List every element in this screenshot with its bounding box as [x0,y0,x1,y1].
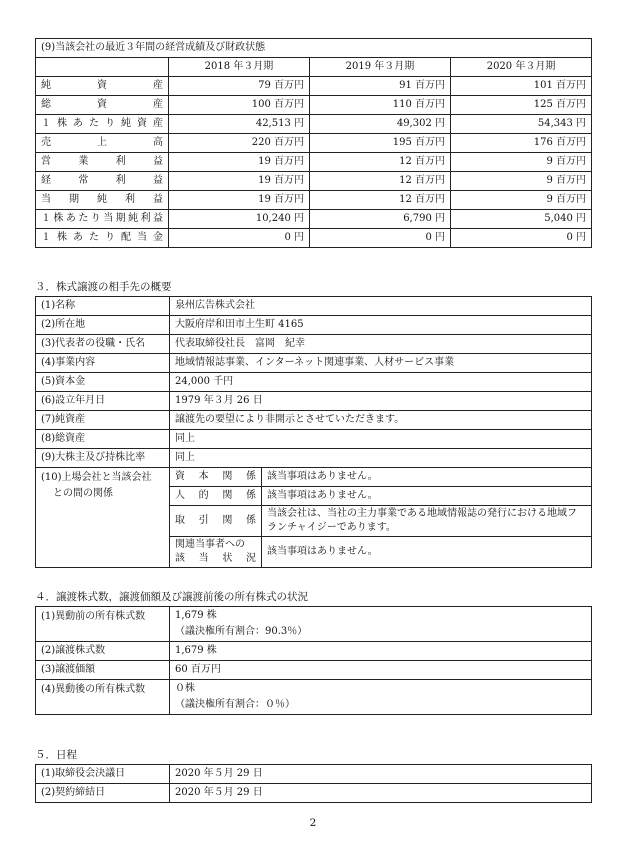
row-value: 195 百万円 [310,134,451,153]
financial-header-year: 2019 年３月期 [310,58,451,77]
row-value: 9 百万円 [451,172,592,191]
row-value: 42,513 円 [169,115,310,134]
row-label: 売上高 [36,134,169,153]
table-row [36,784,592,803]
row-label: (1)取締役会決議日 [36,765,170,784]
row-value: 101 百万円 [451,77,592,96]
row-value: 大阪府岸和田市土生町 4165 [170,316,592,335]
row-label: 経常利益 [36,172,169,191]
row-value: 同上 [170,430,592,449]
financial-table [35,38,592,248]
row-sub: （議決権所有割合：90.3％） [175,626,308,637]
section-4-heading: ４．譲渡株式数，譲渡価額及び譲渡前後の所有株式の状況 [35,591,308,603]
row-value: 24,000 千円 [170,373,592,392]
schedule-table [35,764,592,803]
row-sub: （議決権所有割合：０％） [175,699,295,710]
page-number: 2 [309,817,317,829]
row-label: １株あたり配当金 [36,229,169,248]
relation-label-line1: (10)上場会社と当該会社 [41,472,152,483]
row-value: 0 円 [451,229,592,248]
row-value: 49,302 円 [310,115,451,134]
row-value: 12 百万円 [310,153,451,172]
row-label: 当期純利益 [36,191,169,210]
row-label: 総資産 [36,96,169,115]
row-label: (7)純資産 [36,411,170,430]
financial-header-blank [36,58,169,77]
table-row [36,191,592,210]
table-row [36,210,592,229]
table-row [36,335,592,354]
row-value: 0 円 [310,229,451,248]
relation-value: 該当事項はありません。 [262,468,592,487]
row-label: (2)所在地 [36,316,170,335]
row-label: １株あたり当期純利益 [36,210,169,229]
row-value: 220 百万円 [169,134,310,153]
row-label: (6)設立年月日 [36,392,170,411]
table-row [36,172,592,191]
row-label: １株あたり純資産 [36,115,169,134]
financial-header-year: 2018 年３月期 [169,58,310,77]
table-row [36,134,592,153]
row-label: (4)事業内容 [36,354,170,373]
row-value: 1,679 株 [175,610,217,621]
row-label: (9)大株主及び持株比率 [36,449,170,468]
row-label: (8)総資産 [36,430,170,449]
row-value: 79 百万円 [169,77,310,96]
table-row [36,765,592,784]
relation-label-line2: との間の関係 [53,488,113,499]
table-row [36,297,592,316]
row-value: 地域情報誌事業、インターネット関連事業、人材サービス事業 [170,354,592,373]
table-row [36,411,592,430]
table-row [36,373,592,392]
table-row [36,96,592,115]
row-value: 1,679 株 [170,642,592,661]
row-label: (2)譲渡株式数 [36,642,170,661]
row-value: 2020 年５月 29 日 [170,784,592,803]
table-row [36,354,592,373]
row-label: (2)契約締結日 [36,784,170,803]
row-value: 12 百万円 [310,172,451,191]
row-value: 1979 年３月 26 日 [170,392,592,411]
row-value: 60 百万円 [170,661,592,680]
relation-key [170,537,262,568]
row-value: 泉州広告株式会社 [170,297,592,316]
row-value: 譲渡先の要望により非開示とさせていただきます。 [170,411,592,430]
row-value: 19 百万円 [169,153,310,172]
relation-value: 該当事項はありません。 [262,487,592,506]
row-value: 91 百万円 [310,77,451,96]
table-row [36,316,592,335]
table-row [36,642,592,661]
financial-header-row [36,58,592,77]
row-value: 5,040 円 [451,210,592,229]
row-value: 9 百万円 [451,191,592,210]
row-label: (3)代表者の役職・氏名 [36,335,170,354]
row-value-cell [170,607,592,642]
row-value: 6,790 円 [310,210,451,229]
table-row [36,229,592,248]
table-row [36,153,592,172]
row-value: 19 百万円 [169,172,310,191]
row-label: 営業利益 [36,153,169,172]
row-label: 純資産 [36,77,169,96]
row-value: 54,343 円 [451,115,592,134]
row-value: 125 百万円 [451,96,592,115]
financial-header-year: 2020 年３月期 [451,58,592,77]
row-value: 110 百万円 [310,96,451,115]
relation-key: 人的関係 [170,487,262,506]
row-label: (1)異動前の所有株式数 [36,607,170,642]
relation-value: 当該会社は、当社の主力事業である地域情報誌の発行における地域フランチャイジーであります。 [262,506,592,537]
relation-key-line2: 該当状況 [175,553,256,564]
row-value: 同上 [170,449,592,468]
row-label: (1)名称 [36,297,170,316]
relation-label [36,468,170,568]
counterparty-table [35,296,592,568]
section-3-heading: ３．株式譲渡の相手先の概要 [35,281,172,293]
row-value: 19 百万円 [169,191,310,210]
table-row [36,115,592,134]
table-row [36,661,592,680]
row-label: (4)異動後の所有株式数 [36,680,170,715]
table-row [36,607,592,642]
table-row [36,449,592,468]
relation-key: 取引関係 [170,506,262,537]
row-value: 12 百万円 [310,191,451,210]
row-value: 10,240 円 [169,210,310,229]
row-value: 0 円 [169,229,310,248]
table-row [36,430,592,449]
table-row [36,77,592,96]
shares-table [35,606,592,715]
relation-key-line1: 関連当事者への [175,539,245,550]
relation-key: 資本関係 [170,468,262,487]
row-value: 9 百万円 [451,153,592,172]
table-row [36,392,592,411]
financial-caption-row [36,39,592,58]
row-value: 176 百万円 [451,134,592,153]
row-label: (3)譲渡価額 [36,661,170,680]
financial-caption: (9)当該会社の最近３年間の経営成績及び財政状態 [36,39,592,58]
section-5-heading: ５．日程 [35,749,77,761]
relation-value: 該当事項はありません。 [262,537,592,568]
row-value: 代表取締役社長 富岡 紀幸 [170,335,592,354]
relation-row [36,468,592,487]
row-value: 2020 年５月 29 日 [170,765,592,784]
row-value: ０株 [175,683,195,694]
row-value-cell [170,680,592,715]
row-label: (5)資本金 [36,373,170,392]
row-value: 100 百万円 [169,96,310,115]
table-row [36,680,592,715]
